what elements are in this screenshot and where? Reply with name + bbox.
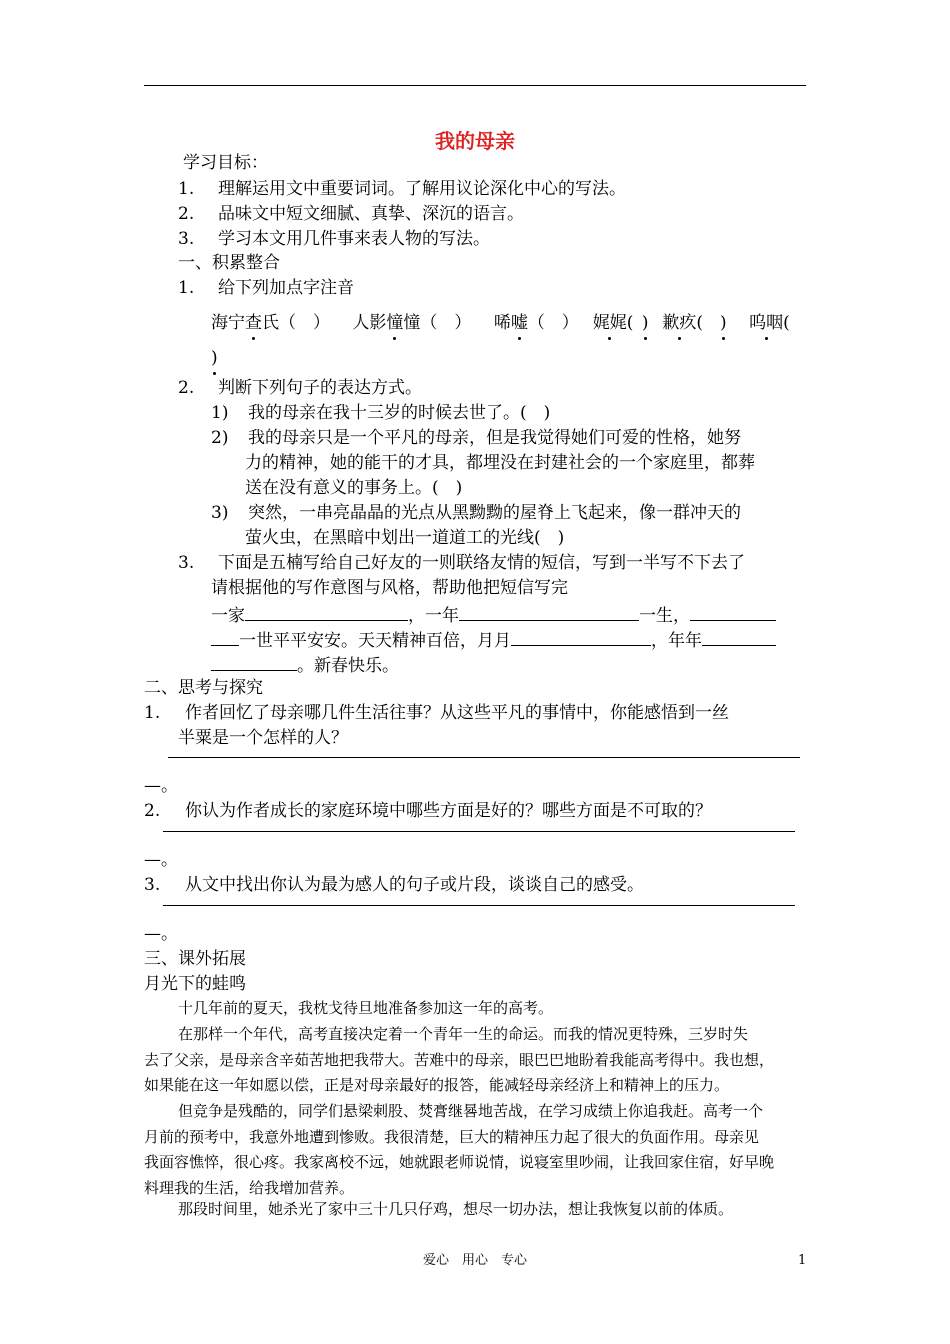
- page-title: 我的母亲: [435, 129, 515, 153]
- question-text: 判断下列句子的表达方式。: [218, 378, 422, 398]
- story-line: 十几年前的夏天，我枕戈待旦地准备参加这一年的高考。: [178, 999, 554, 1017]
- sub-item-number: 2): [211, 428, 229, 448]
- pinyin-word: 歉疚( ): [662, 313, 727, 333]
- sub-item-text: 我的母亲在我十三岁的时候去世了。( ): [248, 403, 551, 423]
- sub-item-text: 送在没有意义的事务上。( ): [245, 478, 463, 498]
- pinyin-word: 呜咽(: [749, 313, 790, 333]
- answer-blank[interactable]: [702, 627, 776, 646]
- pinyin-word: 唏嘘（ ）: [493, 313, 579, 333]
- answer-end: —。: [144, 850, 178, 870]
- goal-item: 理解运用文中重要词词。了解用议论深化中心的写法。: [218, 179, 626, 199]
- story-line: 月前的预考中，我意外地遭到惨败。我很清楚，巨大的精神压力起了很大的负面作用。母亲见: [144, 1128, 760, 1146]
- story-title: 月光下的蛙鸣: [144, 974, 246, 994]
- question-text: 从文中找出你认为最为感人的句子或片段，谈谈自己的感受。: [185, 875, 644, 895]
- answer-line[interactable]: [163, 897, 795, 906]
- answer-blank[interactable]: [511, 627, 651, 646]
- question-text: 下面是五楠写给自己好友的一则联络友情的短信，写到一半写不下去了: [218, 553, 745, 573]
- question-number: 3.: [144, 875, 161, 895]
- question-text: 给下列加点字注音: [218, 278, 354, 298]
- answer-blank[interactable]: [211, 652, 297, 671]
- question-text: 作者回忆了母亲哪几件生活往事？从这些平凡的事情中，你能感悟到一丝: [185, 703, 729, 723]
- header-rule: [144, 85, 806, 86]
- section-heading: 三、课外拓展: [144, 949, 246, 969]
- answer-blank[interactable]: [690, 602, 776, 621]
- pinyin-word: 海宁查氏（ ）: [211, 313, 330, 333]
- question-number: 2.: [178, 378, 195, 398]
- story-line: 但竞争是残酷的，同学们悬梁刺股、焚膏继晷地苦战，在学习成绩上你追我赶。高考一个: [178, 1102, 764, 1120]
- goal-item: 品味文中短文细腻、真挚、深沉的语言。: [218, 204, 524, 224]
- footer-motto: 爱心 用心 专心: [422, 1253, 527, 1268]
- story-line: 我面容憔悴，很心疼。我家离校不远，她就跟老师说情，说寝室里吵闹，让我回家住宿，好早晚: [144, 1153, 775, 1171]
- goals-heading: 学习目标：: [183, 153, 268, 173]
- story-line: 在那样一个年代，高考直接决定着一个青年一生的命运。而我的情况更特殊，三岁时失: [178, 1025, 749, 1043]
- section-heading: 一、积累整合: [178, 253, 280, 273]
- sms-fill-line: 一世平平安安。天天精神百倍，月月 ，年年: [211, 627, 776, 652]
- answer-line[interactable]: [163, 823, 795, 832]
- sub-item-text: 突然，一串亮晶晶的光点从黑黝黝的屋脊上飞起来，像一群冲天的: [248, 503, 741, 523]
- goal-number: 3.: [178, 229, 195, 249]
- answer-end: —。: [144, 776, 178, 796]
- sub-item-text: 我的母亲只是一个平凡的母亲，但是我觉得她们可爱的性格，她努: [248, 428, 741, 448]
- answer-end: —。: [144, 924, 178, 944]
- question-number: 1.: [178, 278, 195, 298]
- answer-blank[interactable]: [211, 627, 239, 646]
- question-text: 半粟是一个怎样的人？: [178, 728, 348, 748]
- question-number: 3.: [178, 553, 195, 573]
- question-number: 2.: [144, 801, 161, 821]
- answer-line[interactable]: [168, 749, 800, 758]
- sub-item-number: 3): [211, 503, 229, 523]
- pinyin-word: 娓娓( ): [592, 313, 649, 333]
- section-heading: 二、思考与探究: [144, 678, 263, 698]
- sub-item-text: 萤火虫，在黑暗中划出一道道工的光线( ): [245, 528, 565, 548]
- question-number: 1.: [144, 703, 161, 723]
- story-line: 那段时间里，她杀光了家中三十几只仔鸡，想尽一切办法，想让我恢复以前的体质。: [178, 1200, 734, 1218]
- answer-blank[interactable]: [459, 602, 639, 621]
- sms-fill-line: 。新春快乐。: [211, 652, 399, 677]
- sms-fill-line: 一家 ，一年 一生，: [211, 602, 776, 627]
- goal-number: 2.: [178, 204, 195, 224]
- pinyin-wrap: ): [211, 348, 218, 368]
- sub-item-number: 1): [211, 403, 229, 423]
- goal-item: 学习本文用几件事来表人物的写法。: [218, 229, 490, 249]
- question-text: 你认为作者成长的家庭环境中哪些方面是好的？哪些方面是不可取的？: [185, 801, 712, 821]
- sub-item-text: 力的精神，她的能干的才具，都埋没在封建社会的一个家庭里，都葬: [245, 453, 755, 473]
- answer-blank[interactable]: [245, 602, 408, 621]
- story-line: 去了父亲，是母亲含辛茹苦地把我带大。苦难中的母亲，眼巴巴地盼着我能高考得中。我也想，: [144, 1051, 775, 1069]
- pinyin-words: [211, 312, 790, 334]
- question-text: 请根据他的写作意图与风格，帮助他把短信写完: [211, 578, 568, 598]
- page-number: 1: [798, 1253, 807, 1268]
- story-line: 料理我的生活，给我增加营养。: [144, 1179, 355, 1197]
- story-line: 如果能在这一年如愿以偿，正是对母亲最好的报答，能减轻母亲经济上和精神上的压力。: [144, 1076, 730, 1094]
- pinyin-word: 人影憧憧（ ）: [352, 313, 472, 333]
- goal-number: 1.: [178, 179, 195, 199]
